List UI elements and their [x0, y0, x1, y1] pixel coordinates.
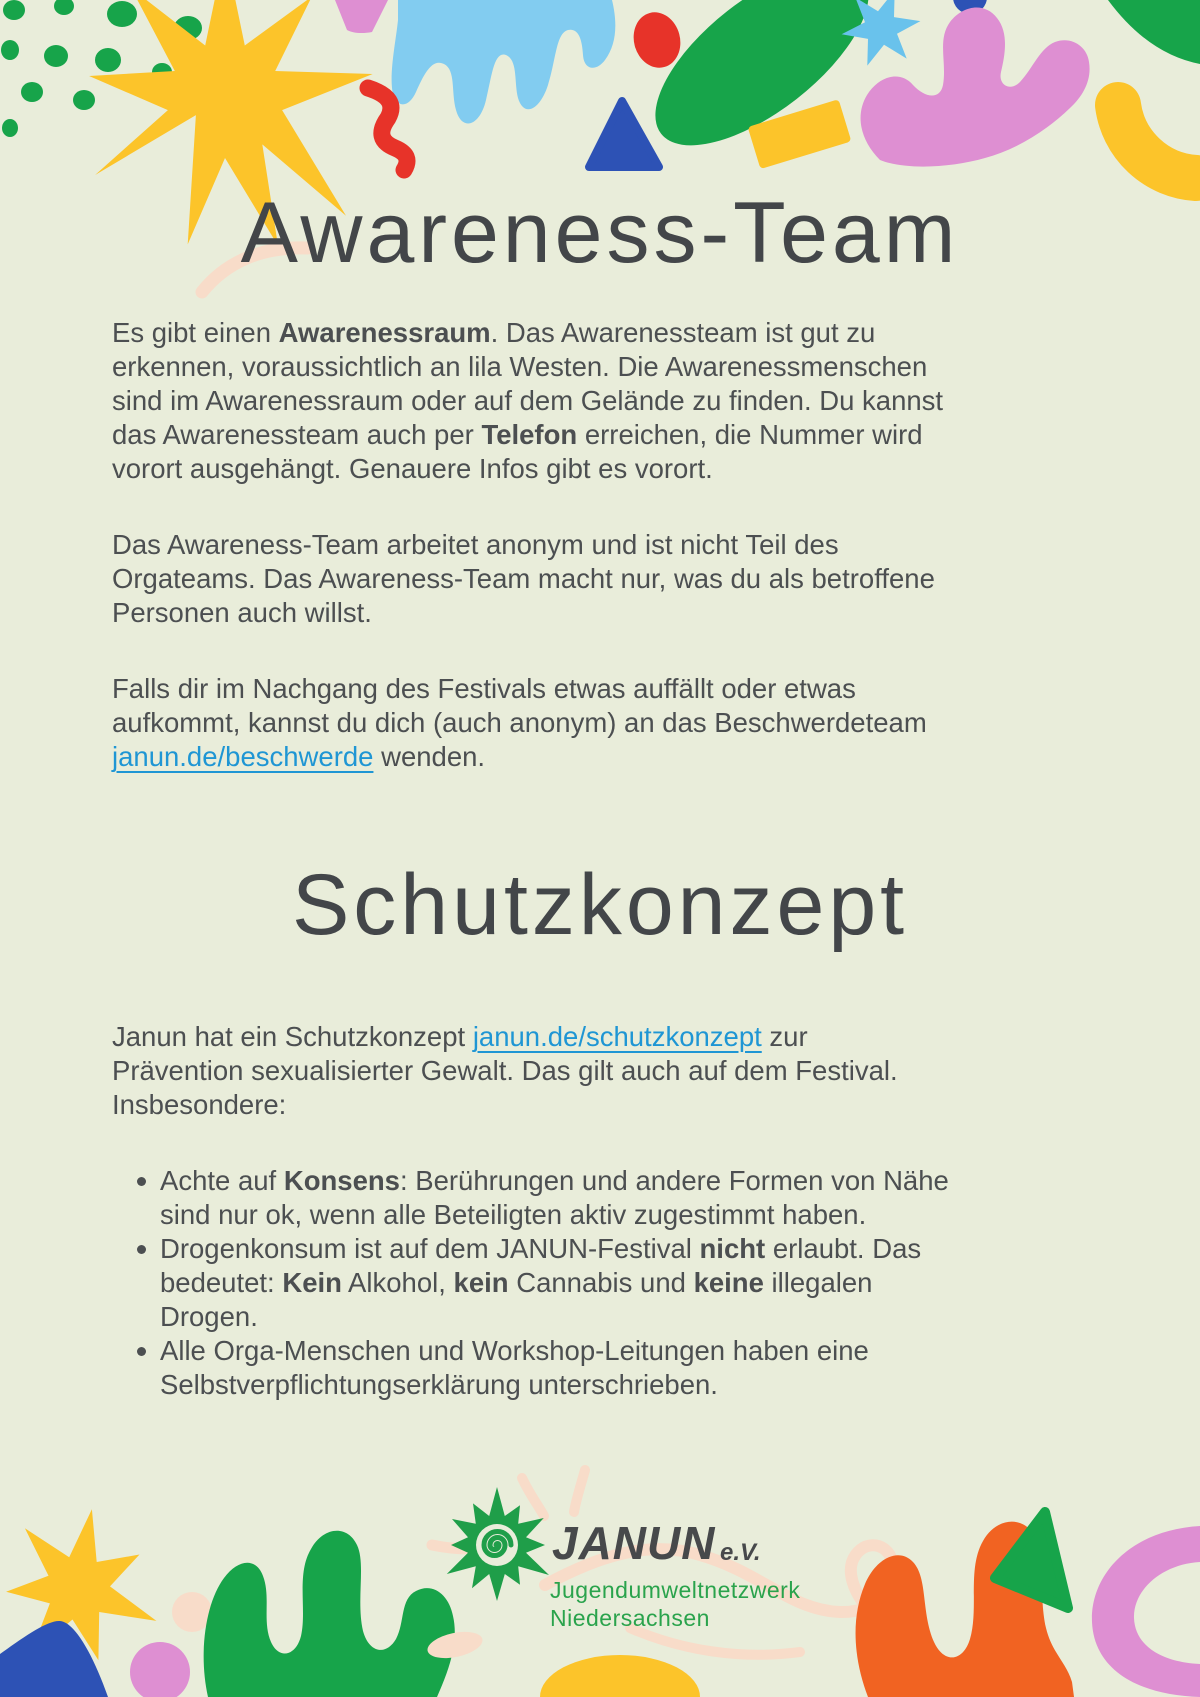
- text: Drogenkonsum ist auf dem JANUN-Festival: [160, 1233, 700, 1264]
- bold-text: Konsens: [283, 1165, 400, 1196]
- peach-dot-shape: [172, 1592, 212, 1632]
- bold-text: keine: [693, 1267, 764, 1298]
- text: vorort ausgehängt. Genauere Infos gibt es vorort.: [112, 453, 713, 484]
- text: aufkommt, kannst du dich (auch anonym) an das Beschwerdeteam: [112, 707, 927, 738]
- peach-arc-shape: [202, 248, 308, 292]
- text: Insbesondere:: [112, 1089, 287, 1120]
- text: Falls dir im Nachgang des Festivals etwas auffällt oder etwas: [112, 673, 856, 704]
- text: Alle Orga-Menschen und Workshop-Leitungen haben eine: [160, 1335, 869, 1366]
- pink-trapezoid-shape: [335, 0, 388, 33]
- schutzkonzept-title: Schutzkonzept: [291, 857, 909, 953]
- pink-ring-shape: [1092, 1526, 1200, 1697]
- awareness-title: Awareness-Team: [240, 185, 960, 281]
- text: Alkohol,: [341, 1267, 454, 1298]
- text: illegalen: [763, 1267, 873, 1298]
- green-hand-shape: [204, 1531, 455, 1697]
- janun-logo-suffix: e.V.: [720, 1539, 761, 1566]
- bold-text: nicht: [699, 1233, 766, 1264]
- text: Das Awareness-Team arbeitet anonym und ist nicht Teil des: [112, 529, 839, 560]
- text: erkennen, voraussichtlich an lila Westen. Die Awarenessmenschen: [112, 351, 928, 382]
- text: sind nur ok, wenn alle Beteiligten aktiv zugestimmt haben.: [160, 1199, 867, 1230]
- bold-text: Telefon: [481, 419, 578, 450]
- bold-text: Awarenessraum: [278, 317, 491, 348]
- green-corner-shape: [1108, 0, 1200, 64]
- text: wenden.: [373, 741, 486, 772]
- text: Achte auf: [160, 1165, 284, 1196]
- text: Janun hat ein Schutzkonzept: [112, 1021, 473, 1052]
- text: Cannabis und: [508, 1267, 694, 1298]
- yellow-arc-shape: [1118, 105, 1196, 178]
- text: Es gibt einen: [112, 317, 279, 348]
- text: bedeutet:: [160, 1267, 283, 1298]
- janun-logo-subtitle-1: Jugendumweltnetzwerk: [550, 1577, 801, 1603]
- text: erreichen, die Nummer wird: [577, 419, 923, 450]
- text: Personen auch willst.: [112, 597, 372, 628]
- text: erlaubt. Das: [765, 1233, 922, 1264]
- text: : Berührungen und andere Formen von Nähe: [399, 1165, 949, 1196]
- text: sind im Awarenessraum oder auf dem Gelände zu finden. Du kannst: [112, 385, 944, 416]
- lightblue-splat-shape: [392, 0, 616, 123]
- janun-logo-subtitle-2: Niedersachsen: [550, 1605, 710, 1631]
- yellow-dome-shape: [540, 1655, 700, 1697]
- text: Prävention sexualisierter Gewalt. Das gilt auch auf dem Festival.: [112, 1055, 898, 1086]
- text: Orgateams. Das Awareness-Team macht nur, was du als betroffene: [112, 563, 935, 594]
- text: das Awarenessteam auch per: [112, 419, 482, 450]
- link-janun-de-schutzkonzept[interactable]: janun.de/schutzkonzept: [472, 1021, 762, 1052]
- text: . Das Awarenessteam ist gut zu: [490, 317, 876, 348]
- text: zur: [761, 1021, 808, 1052]
- blue-triangle-shape: [589, 101, 659, 167]
- text: Drogen.: [160, 1301, 258, 1332]
- bold-text: kein: [453, 1267, 509, 1298]
- bold-text: Kein: [282, 1267, 342, 1298]
- link-janun-de-beschwerde[interactable]: janun.de/beschwerde: [112, 741, 374, 772]
- yellow-starburst-shape: [89, 0, 373, 246]
- text: Selbstverpflichtungserklärung unterschrieben.: [160, 1369, 718, 1400]
- pink-circle-shape: [130, 1642, 190, 1697]
- janun-logo-name: JANUN: [552, 1517, 716, 1569]
